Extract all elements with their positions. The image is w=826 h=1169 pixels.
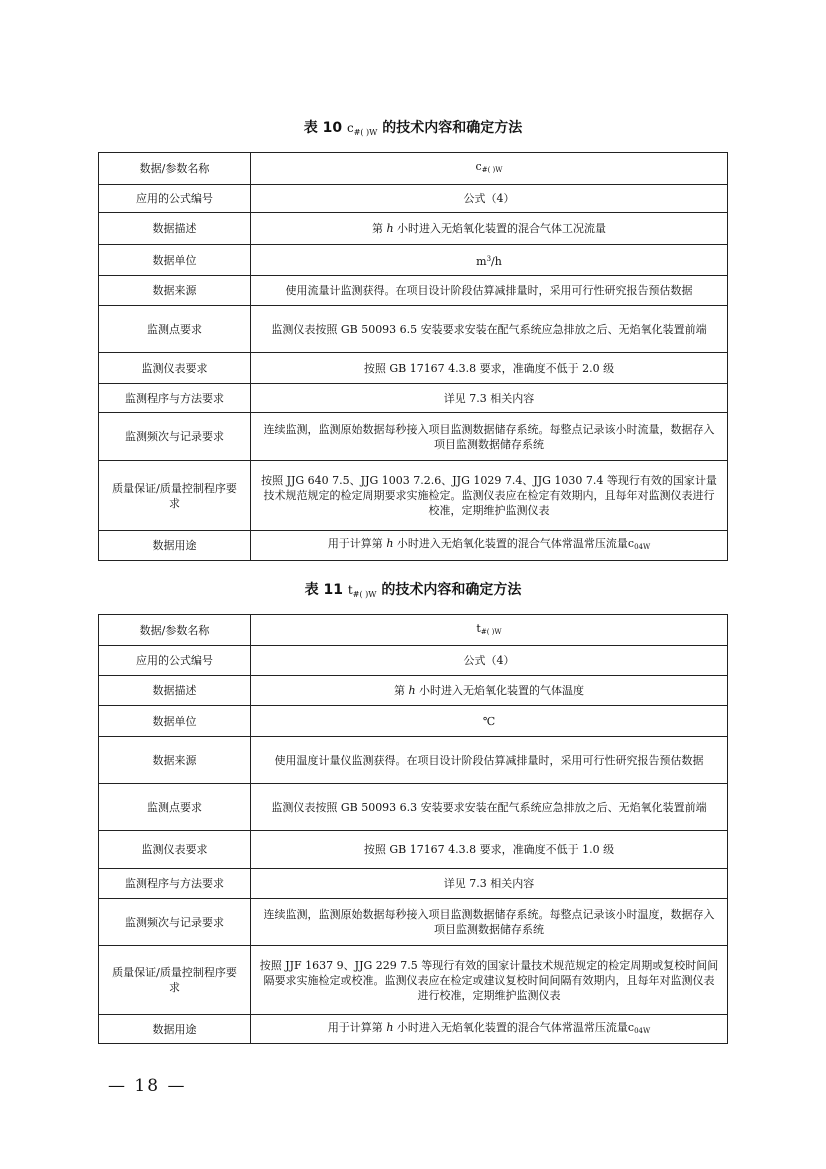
table-row (99, 531, 728, 561)
row-key: 应用的公式编号 (99, 646, 251, 676)
table-row (99, 831, 728, 869)
row-value: 按照 GB 17167 4.3.8 要求，准确度不低于 1.0 级 (251, 831, 728, 869)
row-value: $t_{\#( )W}$ (251, 615, 728, 646)
row-value: 公式（4） (251, 646, 728, 676)
table-row (99, 646, 728, 676)
table-row (99, 213, 728, 245)
table-row (99, 899, 728, 946)
table-row (99, 245, 728, 276)
caption-prefix: 表 10 (303, 120, 343, 136)
row-value: 按照 JJG 640 7.5、JJG 1003 7.2.6、JJG 1029 7.4、JJG 1030 7.4 等现行有效的国家计量技术规范规定的检定周期要求实施检定。监测仪表应在检定有效期内，且每年对监测仪表进行校准，定期维护监测仪表 (251, 461, 728, 531)
table-row (99, 153, 728, 185)
row-key: 监测频次与记录要求 (99, 413, 251, 461)
row-value: 使用流量计监测获得。在项目设计阶段估算减排量时，采用可行性研究报告预估数据 (251, 276, 728, 306)
table-row (99, 676, 728, 706)
row-value: 用于计算第 h 小时进入无焰氧化装置的混合气体常温常压流量$c_{04W}$ (251, 1015, 728, 1044)
row-key: 数据用途 (99, 531, 251, 561)
row-value: 公式（4） (251, 185, 728, 213)
table-row (99, 1015, 728, 1044)
table-row (99, 185, 728, 213)
row-key: 数据单位 (99, 245, 251, 276)
row-value: 连续监测，监测原始数据每秒接入项目监测数据储存系统。每整点记录该小时流量，数据存入项目监测数据储存系统 (251, 413, 728, 461)
caption-suffix: 的技术内容和确定方法 (381, 582, 522, 598)
row-key: 数据描述 (99, 676, 251, 706)
row-key: 数据来源 (99, 737, 251, 784)
row-value: $m^3/h$ (251, 245, 728, 276)
row-key: 数据来源 (99, 276, 251, 306)
row-key: 监测点要求 (99, 306, 251, 353)
table-row (99, 461, 728, 531)
table-11 (98, 614, 728, 1044)
row-value: 第 h 小时进入无焰氧化装置的混合气体工况流量 (251, 213, 728, 245)
caption-prefix: 表 11 (304, 582, 344, 598)
row-value: 使用温度计量仪监测获得。在项目设计阶段估算减排量时，采用可行性研究报告预估数据 (251, 737, 728, 784)
row-key: 数据/参数名称 (99, 615, 251, 646)
row-key: 监测频次与记录要求 (99, 899, 251, 946)
row-key: 监测仪表要求 (99, 831, 251, 869)
row-value: 详见 7.3 相关内容 (251, 384, 728, 413)
page-number: — 18 — (108, 1076, 187, 1096)
row-value: 监测仪表按照 GB 50093 6.3 安装要求安装在配气系统应急排放之后、无焰氧化装置前端 (251, 784, 728, 831)
table-row (99, 706, 728, 737)
table-row (99, 413, 728, 461)
table-row (99, 615, 728, 646)
row-value: 用于计算第 h 小时进入无焰氧化装置的混合气体常温常压流量$c_{04W}$ (251, 531, 728, 561)
table-10-caption (98, 118, 728, 143)
row-key: 监测程序与方法要求 (99, 869, 251, 899)
row-value: 按照 GB 17167 4.3.8 要求，准确度不低于 2.0 级 (251, 353, 728, 384)
caption-suffix: 的技术内容和确定方法 (382, 120, 523, 136)
row-key: 监测仪表要求 (99, 353, 251, 384)
table-row (99, 946, 728, 1015)
table-row (99, 869, 728, 899)
row-key: 监测点要求 (99, 784, 251, 831)
caption-symbol: $c_{\#( )W}$ (346, 121, 378, 137)
row-value: 监测仪表按照 GB 50093 6.5 安装要求安装在配气系统应急排放之后、无焰氧化装置前端 (251, 306, 728, 353)
table-row (99, 784, 728, 831)
table-row (99, 306, 728, 353)
row-key: 数据用途 (99, 1015, 251, 1044)
row-value: $c_{\#( )W}$ (251, 153, 728, 185)
row-key: 数据单位 (99, 706, 251, 737)
row-key: 应用的公式编号 (99, 185, 251, 213)
row-value: 详见 7.3 相关内容 (251, 869, 728, 899)
table-row (99, 353, 728, 384)
row-key: 监测程序与方法要求 (99, 384, 251, 413)
table-11-caption (98, 580, 728, 605)
row-key: 质量保证/质量控制程序要求 (99, 946, 251, 1015)
caption-symbol: $t_{\#( )W}$ (347, 583, 377, 599)
row-key: 数据/参数名称 (99, 153, 251, 185)
row-value: ℃ (251, 706, 728, 737)
row-value: 按照 JJF 1637 9、JJG 229 7.5 等现行有效的国家计量技术规范规定的检定周期或复校时间间隔要求实施检定或校准。监测仪表应在检定或建议复校时间间隔有效期内，且每年对监测仪表进行校准，定期维护监测仪表 (251, 946, 728, 1015)
row-value: 连续监测，监测原始数据每秒接入项目监测数据储存系统。每整点记录该小时温度，数据存入项目监测数据储存系统 (251, 899, 728, 946)
table-10 (98, 152, 728, 561)
row-value: 第 h 小时进入无焰氧化装置的气体温度 (251, 676, 728, 706)
row-key: 质量保证/质量控制程序要求 (99, 461, 251, 531)
table-row (99, 384, 728, 413)
table-row (99, 737, 728, 784)
table-row (99, 276, 728, 306)
row-key: 数据描述 (99, 213, 251, 245)
